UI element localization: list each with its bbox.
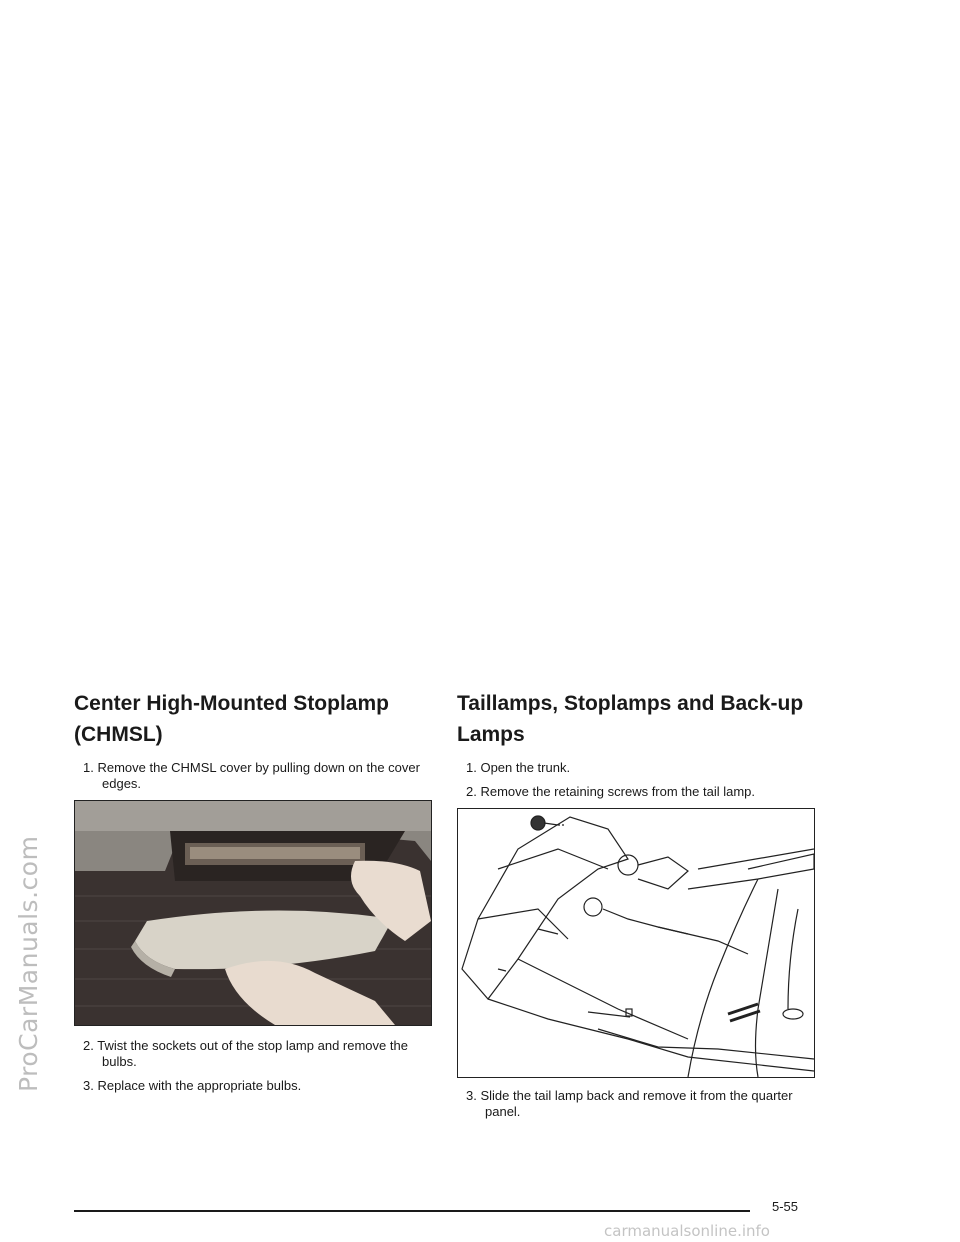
chmsl-photo bbox=[74, 800, 432, 1026]
taillamp-line-drawing bbox=[458, 809, 814, 1077]
side-watermark bbox=[8, 822, 48, 1242]
chmsl-title: Center High-Mounted Stoplamp (CHMSL) bbox=[74, 692, 389, 746]
bottom-watermark: carmanualsonline.info bbox=[604, 1222, 770, 1240]
page-number: 5-55 bbox=[772, 1199, 799, 1214]
chmsl-photo-illustration bbox=[75, 801, 431, 1025]
chmsl-step-2: 2. Twist the sockets out of the stop lamp and remove the bulbs. bbox=[83, 1038, 408, 1069]
side-watermark-text: ProCarManuals.com bbox=[14, 835, 43, 1092]
footer-rule bbox=[74, 1210, 750, 1212]
taillamp-diagram bbox=[457, 808, 815, 1078]
taillamps-title: Taillamps, Stoplamps and Back-up Lamps bbox=[457, 692, 804, 746]
taillamps-section bbox=[457, 688, 817, 1128]
taillamps-step-3: 3. Slide the tail lamp back and remove it from the quarter panel. bbox=[466, 1088, 793, 1119]
chmsl-step-1: 1. Remove the CHMSL cover by pulling down on the cover edges. bbox=[83, 760, 420, 791]
chmsl-section bbox=[74, 688, 434, 1102]
taillamps-step-2: 2. Remove the retaining screws from the tail lamp. bbox=[466, 784, 756, 799]
chmsl-step-3: 3. Replace with the appropriate bulbs. bbox=[83, 1078, 302, 1093]
taillamps-step-1: 1. Open the trunk. bbox=[466, 760, 571, 775]
